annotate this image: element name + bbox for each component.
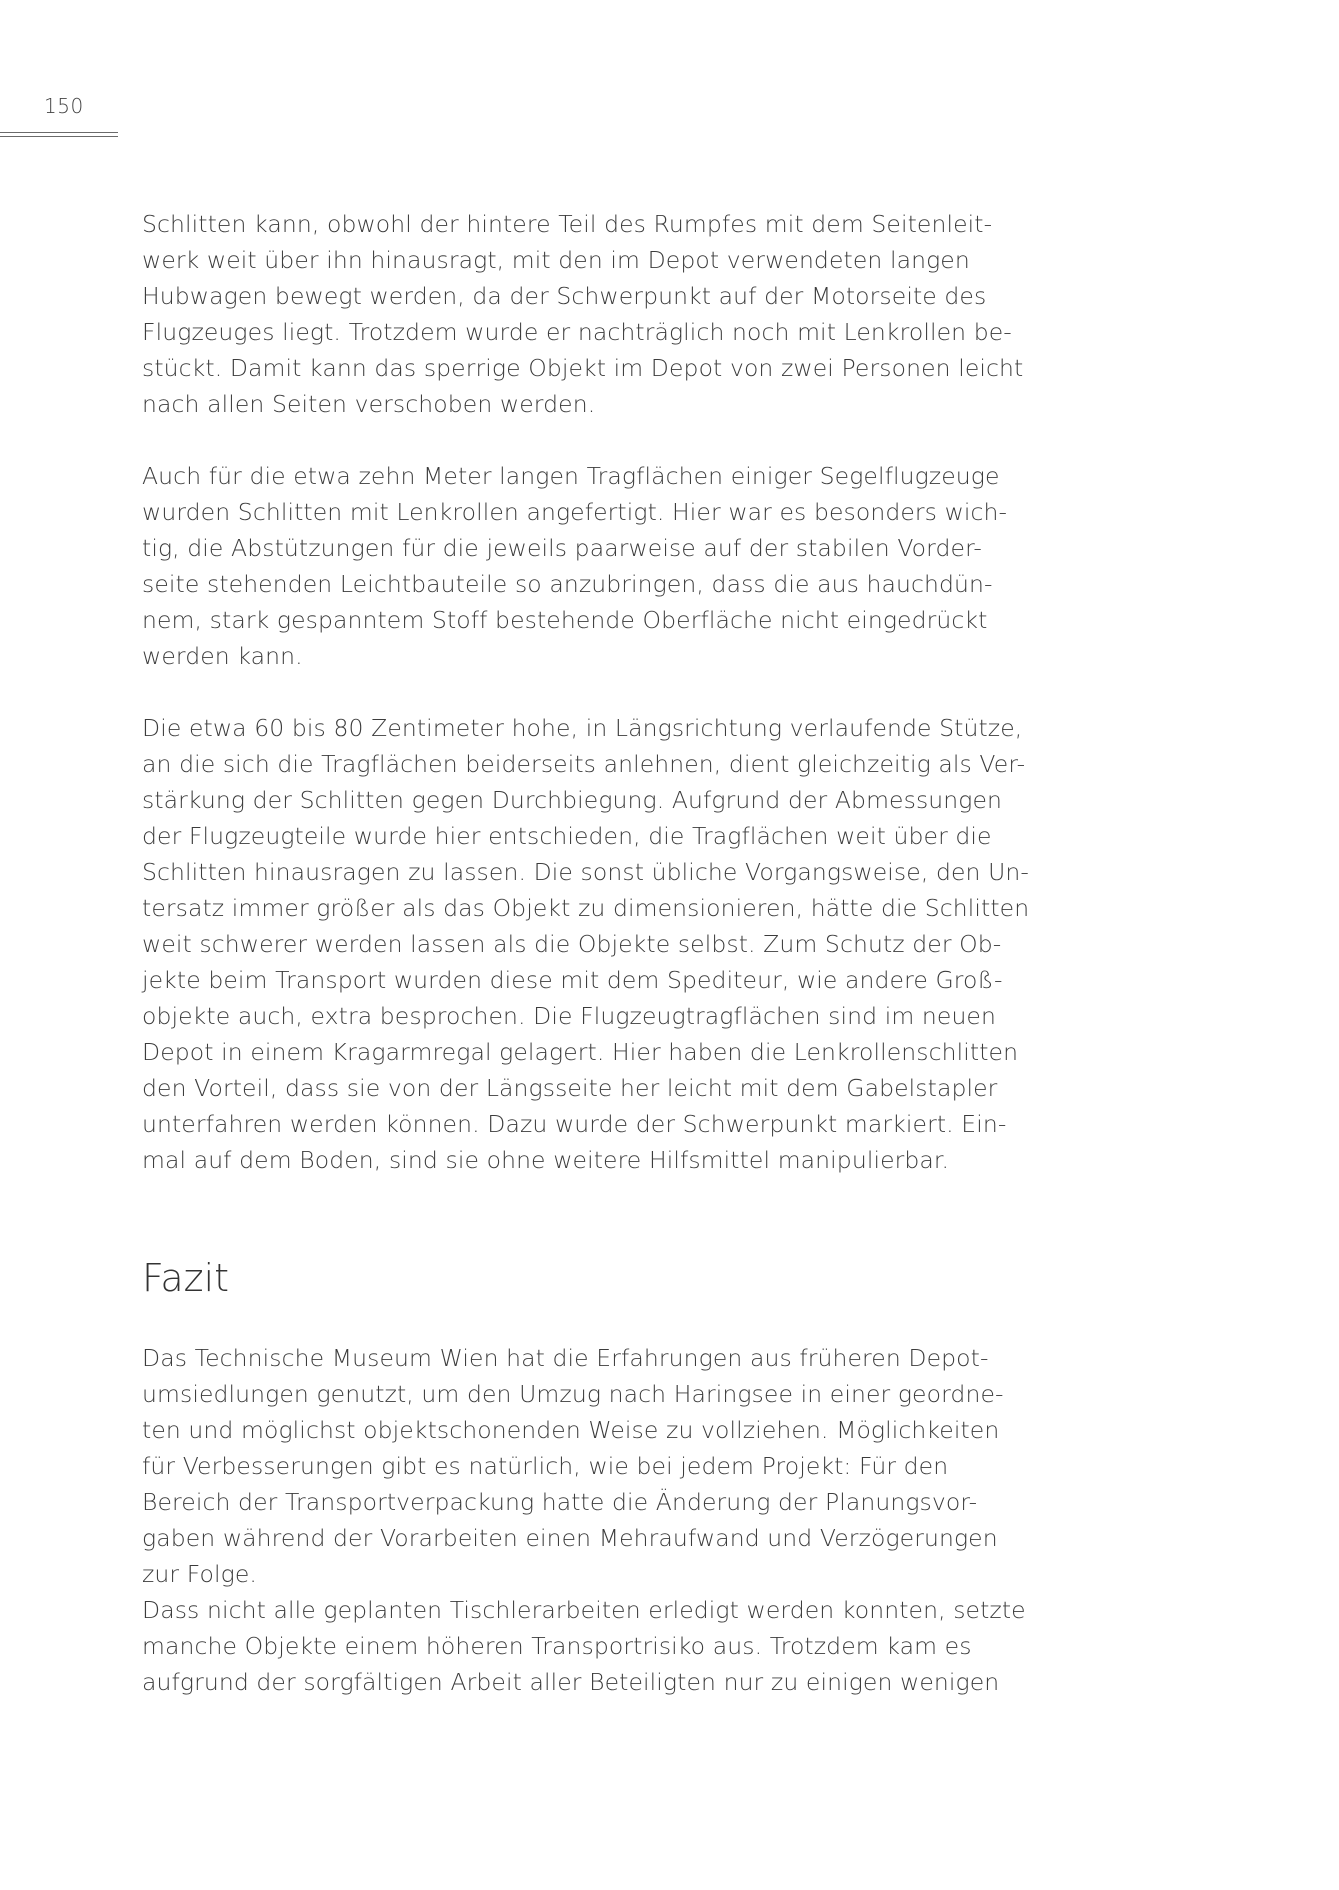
page-number: 150 [44, 94, 84, 118]
text-line: an die sich die Tragflächen beiderseits anlehnen, dient gleichzeitig als Ver- [142, 750, 1026, 778]
text-line: jekte beim Transport wurden diese mit dem Spediteur, wie andere Groß- [142, 966, 1003, 994]
paragraph-sledge-movement [142, 206, 1042, 422]
text-line: Auch für die etwa zehn Meter langen Tragflächen einiger Segelflugzeuge [142, 462, 1000, 490]
text-line: den Vorteil, dass sie von der Längsseite her leicht mit dem Gabelstapler [142, 1074, 998, 1102]
text-line: Flugzeuges liegt. Trotzdem wurde er nachträglich noch mit Lenkrollen be- [142, 318, 1012, 346]
text-line: Dass nicht alle geplanten Tischlerarbeiten erledigt werden konnten, setzte [142, 1596, 1026, 1624]
text-line: Die etwa 60 bis 80 Zentimeter hohe, in Längsrichtung verlaufende Stütze, [142, 714, 1023, 742]
text-line: Bereich der Transportverpackung hatte die Änderung der Planungsvor- [142, 1488, 978, 1516]
text-line: manche Objekte einem höheren Transportrisiko aus. Trotzdem kam es [142, 1632, 972, 1660]
header-rule-bottom [0, 136, 118, 137]
text-line: werk weit über ihn hinausragt, mit den im Depot verwendeten langen [142, 246, 970, 274]
text-line: tersatz immer größer als das Objekt zu dimensionieren, hätte die Schlitten [142, 894, 1030, 922]
text-line: wurden Schlitten mit Lenkrollen angefertigt. Hier war es besonders wich- [142, 498, 1008, 526]
text-line: gaben während der Vorarbeiten einen Mehraufwand und Verzögerungen [142, 1524, 998, 1552]
text-line: für Verbesserungen gibt es natürlich, wie bei jedem Projekt: Für den [142, 1452, 949, 1480]
text-line: nach allen Seiten verschoben werden. [142, 390, 596, 418]
text-line: mal auf dem Boden, sind sie ohne weitere Hilfsmittel manipulierbar. [142, 1146, 950, 1174]
paragraph-conclusion [142, 1340, 1042, 1592]
paragraph-carpentry [142, 1592, 1042, 1700]
text-line: unterfahren werden können. Dazu wurde der Schwerpunkt markiert. Ein- [142, 1110, 1007, 1138]
text-line: aufgrund der sorgfältigen Arbeit aller Beteiligten nur zu einigen wenigen [142, 1668, 1000, 1696]
text-line: zur Folge. [142, 1560, 257, 1588]
text-line: stückt. Damit kann das sperrige Objekt im Depot von zwei Personen leicht [142, 354, 1024, 382]
text-line: umsiedlungen genutzt, um den Umzug nach Haringsee in einer geordne- [142, 1380, 1004, 1408]
text-line: Das Technische Museum Wien hat die Erfahrungen aus früheren Depot- [142, 1344, 989, 1372]
text-line: der Flugzeugteile wurde hier entschieden, die Tragflächen weit über die [142, 822, 992, 850]
text-line: ten und möglichst objektschonenden Weise zu vollziehen. Möglichkeiten [142, 1416, 1000, 1444]
paragraph-wing-sledges [142, 458, 1042, 674]
text-line: Schlitten kann, obwohl der hintere Teil des Rumpfes mit dem Seitenleit- [142, 210, 993, 238]
paragraph-support-strut [142, 710, 1042, 1178]
text-line: nem, stark gespanntem Stoff bestehende Oberfläche nicht eingedrückt [142, 606, 988, 634]
text-line: seite stehenden Leichtbauteile so anzubringen, dass die aus hauchdün- [142, 570, 993, 598]
text-line: Schlitten hinausragen zu lassen. Die sonst übliche Vorgangsweise, den Un- [142, 858, 1029, 886]
text-line: tig, die Abstützungen für die jeweils paarweise auf der stabilen Vorder- [142, 534, 982, 562]
section-heading-fazit: Fazit [142, 1256, 230, 1300]
text-line: Depot in einem Kragarmregal gelagert. Hier haben die Lenkrollenschlitten [142, 1038, 1019, 1066]
text-line: weit schwerer werden lassen als die Objekte selbst. Zum Schutz der Ob- [142, 930, 1002, 958]
text-line: werden kann. [142, 642, 303, 670]
body-text [142, 206, 1042, 1700]
text-line: Hubwagen bewegt werden, da der Schwerpunkt auf der Motorseite des [142, 282, 987, 310]
text-line: objekte auch, extra besprochen. Die Flugzeugtragflächen sind im neuen [142, 1002, 996, 1030]
header-rule-top [0, 132, 118, 133]
text-line: stärkung der Schlitten gegen Durchbiegung. Aufgrund der Abmessungen [142, 786, 1003, 814]
